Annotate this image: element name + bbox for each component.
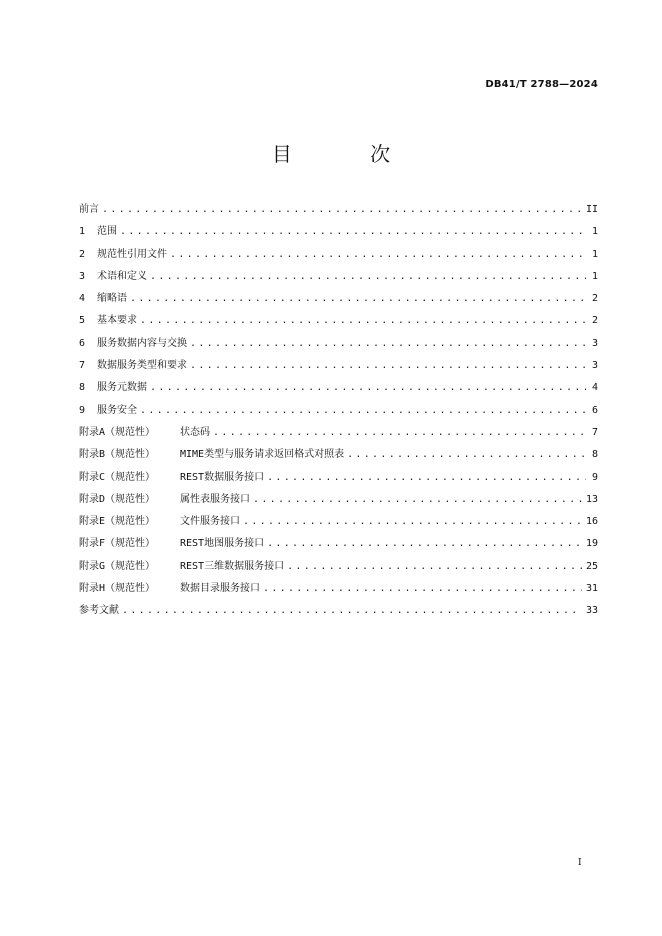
toc-entry-label: REST地图服务接口 — [180, 538, 265, 550]
toc-leader-dots — [140, 400, 586, 422]
toc-entry[interactable] — [79, 199, 598, 221]
toc-entry-label: 前言 — [79, 204, 99, 215]
toc-leader-dots — [170, 244, 586, 266]
toc-entry-number: 6 — [79, 337, 86, 349]
toc-entry-label: 数据服务类型和要求 — [97, 360, 187, 372]
toc-entry[interactable] — [79, 266, 598, 288]
toc-entry-page: II — [585, 204, 598, 215]
toc-leader-dots — [130, 288, 586, 310]
toc-entry-page: 3 — [591, 337, 598, 349]
toc-entry[interactable] — [79, 377, 598, 399]
toc-entry-number: 5 — [79, 315, 86, 327]
toc-entry[interactable] — [79, 533, 598, 555]
page-title: 目 次 — [271, 142, 427, 166]
toc-entry-label: 范围 — [97, 226, 117, 238]
toc-leader-dots — [150, 377, 586, 399]
toc-entry[interactable] — [79, 310, 598, 332]
toc-entry-appendix: 附录H（规范性） — [79, 583, 156, 595]
toc-leader-dots — [120, 221, 586, 243]
toc-entry-label: 数据目录服务接口 — [180, 583, 260, 595]
toc-entry[interactable] — [79, 288, 598, 310]
toc-entry[interactable] — [79, 556, 598, 578]
toc-leader-dots — [140, 310, 586, 332]
toc-entry-label: 服务安全 — [97, 404, 137, 416]
toc-entry-label: MIME类型与服务请求返回格式对照表 — [180, 449, 345, 461]
toc-entry-page: 1 — [591, 248, 598, 260]
toc-entry[interactable] — [79, 355, 598, 377]
table-of-contents — [79, 199, 598, 623]
toc-entry-page: 33 — [585, 605, 598, 617]
toc-entry-page: 25 — [585, 560, 598, 572]
toc-entry-number: 7 — [79, 360, 86, 372]
toc-leader-dots — [263, 578, 582, 600]
toc-entry[interactable] — [79, 422, 598, 444]
toc-entry-page: 9 — [591, 471, 598, 483]
toc-entry-page: 19 — [585, 538, 598, 550]
toc-entry[interactable] — [79, 578, 598, 600]
toc-leader-dots — [213, 422, 586, 444]
toc-entry-page: 16 — [585, 516, 598, 528]
toc-leader-dots — [287, 556, 582, 578]
toc-entry-number: 8 — [79, 382, 86, 394]
toc-entry-number: 1 — [79, 226, 86, 238]
toc-entry[interactable] — [79, 467, 598, 489]
toc-entry-appendix: 附录C（规范性） — [79, 471, 156, 483]
toc-leader-dots — [347, 444, 586, 466]
toc-entry-page: 6 — [591, 404, 598, 416]
toc-entry-label: 文件服务接口 — [180, 516, 240, 528]
toc-entry-label: 规范性引用文件 — [97, 248, 167, 260]
toc-entry-page: 4 — [591, 382, 598, 394]
toc-entry[interactable] — [79, 489, 598, 511]
toc-entry-page: 31 — [585, 583, 598, 595]
toc-entry-page: 8 — [591, 449, 598, 461]
toc-leader-dots — [267, 467, 586, 489]
toc-entry-label: 属性表服务接口 — [180, 493, 250, 505]
toc-leader-dots — [190, 355, 586, 377]
toc-leader-dots — [267, 533, 582, 555]
toc-entry-label: 服务元数据 — [97, 382, 147, 394]
toc-entry[interactable] — [79, 400, 598, 422]
toc-leader-dots — [150, 266, 586, 288]
document-code: DB41/T 2788—2024 — [485, 79, 598, 90]
toc-entry-page: 3 — [591, 360, 598, 372]
toc-entry-label: 参考文献 — [79, 605, 119, 617]
toc-entry[interactable] — [79, 333, 598, 355]
toc-entry-appendix: 附录D（规范性） — [79, 493, 156, 505]
toc-entry-page: 2 — [591, 293, 598, 305]
toc-entry[interactable] — [79, 244, 598, 266]
toc-entry-appendix: 附录E（规范性） — [79, 516, 156, 528]
page-number: I — [578, 858, 582, 868]
toc-entry[interactable] — [79, 444, 598, 466]
toc-entry-number: 3 — [79, 270, 86, 282]
toc-entry-appendix: 附录G（规范性） — [79, 560, 156, 572]
toc-entry-page: 2 — [591, 315, 598, 327]
toc-entry[interactable] — [79, 221, 598, 243]
toc-entry-page: 1 — [591, 226, 598, 238]
toc-entry-label: REST数据服务接口 — [180, 471, 265, 483]
toc-entry-label: 服务数据内容与交换 — [97, 337, 187, 349]
toc-entry[interactable] — [79, 600, 598, 622]
toc-leader-dots — [243, 511, 582, 533]
toc-entry-appendix: 附录A（规范性） — [79, 426, 156, 438]
toc-entry[interactable] — [79, 511, 598, 533]
toc-leader-dots — [122, 600, 582, 622]
toc-entry-number: 4 — [79, 293, 86, 305]
toc-leader-dots — [253, 489, 582, 511]
toc-entry-page: 1 — [591, 270, 598, 282]
toc-entry-page: 7 — [591, 426, 598, 438]
toc-entry-number: 9 — [79, 404, 86, 416]
toc-entry-label: 术语和定义 — [97, 270, 147, 282]
toc-entry-page: 13 — [585, 493, 598, 505]
toc-entry-label: REST三维数据服务接口 — [180, 560, 285, 572]
toc-entry-label: 状态码 — [180, 426, 210, 438]
toc-entry-number: 2 — [79, 248, 86, 260]
toc-entry-appendix: 附录B（规范性） — [79, 449, 156, 461]
toc-entry-appendix: 附录F（规范性） — [79, 538, 156, 550]
toc-leader-dots — [102, 199, 582, 221]
toc-leader-dots — [190, 333, 586, 355]
toc-entry-label: 基本要求 — [97, 315, 137, 327]
toc-entry-label: 缩略语 — [97, 293, 127, 305]
